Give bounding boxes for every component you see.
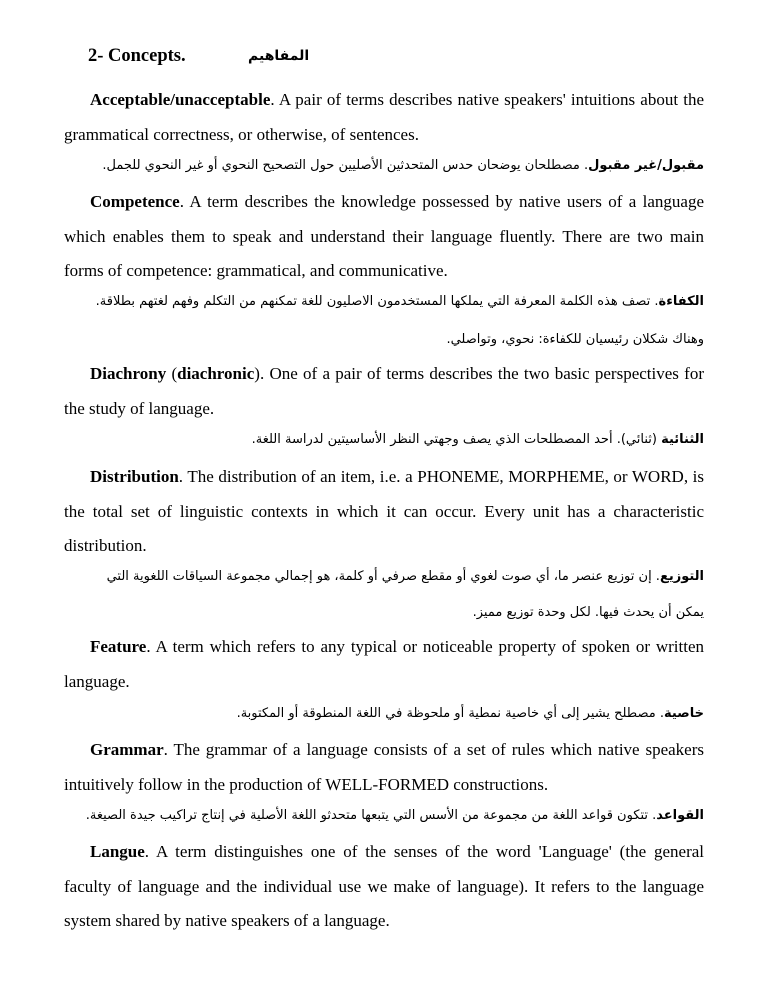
entry-en (64, 83, 704, 152)
entry-body: . A pair of terms describes native speakers' intuitions about the grammatical correctness, or otherwise, of sentences. (64, 90, 704, 144)
entry-term-paren: diachronic (177, 364, 255, 383)
entry-term-ar: الكفاءة (658, 294, 704, 309)
entry-term-ar: مقبول/غير مقبول (588, 158, 704, 173)
entry-en (64, 185, 704, 289)
entry-term: Distribution (90, 467, 179, 486)
entry-ar (64, 286, 704, 318)
entry-ar (64, 698, 704, 730)
entry-term: Competence (90, 192, 180, 211)
entry-body: . A term distinguishes one of the senses of the word 'Language' (the general faculty of language and the individual use we make of language). It refers to the language system shared by native speakers of a language. (64, 842, 704, 930)
entry-body-ar: . تتكون قواعد اللغة من مجموعة من الأسس التي يتبعها متحدثو اللغة الأصلية في إنتاج تراكيب جيدة الصيغة. (85, 808, 657, 823)
entry-body-ar: . تصف هذه الكلمة المعرفة التي يملكها المستخدمون الاصليون للغة تمكنهم من التكلم وفهم لغتهم بطلاقة. (95, 294, 659, 309)
entry-ar (64, 150, 704, 182)
entry-term-ar: القواعد (656, 808, 704, 823)
entry-body: . One of a pair of terms describes the two basic perspectives for the study of language. (64, 364, 704, 418)
entry-ar (64, 424, 704, 456)
entry-body-ar: . إن توزيع عنصر ما، أي صوت لغوي أو مقطع صرفي أو كلمة، هو إجمالي مجموعة السياقات اللغوية التي (106, 569, 660, 584)
entry-body-ar: . مصطلحان يوضحان حدس المتحدثين الأصليين حول التصحيح النحوي أو غير النحوي للجمل. (102, 158, 589, 173)
entry-ar (64, 561, 704, 593)
entry-en: Diachrony (diachronic). One of a pair of terms describes the two basic perspectives for the study of language. (64, 364, 704, 418)
entry-body: . The distribution of an item, i.e. a PHONEME, MORPHEME, or WORD, is the total set of linguistic contexts in which it can occur. Every unit has a characteristic distribution. (64, 467, 704, 555)
entry-en (64, 460, 704, 564)
entry-body-ar: (ثنائي). أحد المصطلحات الذي يصف وجهتي النظر الأساسيتين لدراسة اللغة. (251, 432, 662, 447)
entry-term: Feature (90, 637, 147, 656)
entry-ar-cont: وهناك شكلان رئيسيان للكفاءة: نحوي، وتواصلي. (446, 332, 704, 347)
section-title-arabic: المفاهيم (248, 48, 310, 64)
entry-ar (64, 800, 704, 832)
entry-en (64, 733, 704, 802)
entry-term: Grammar (90, 740, 164, 759)
entry-body-ar: . مصطلح يشير إلى أي خاصية نمطية أو ملحوظة في اللغة المنطوقة أو المكتوبة. (236, 706, 664, 721)
entry-en (64, 630, 704, 699)
entry-body: . A term describes the knowledge possessed by native users of a language which enables them to speak and understand their language fluently. There are two main forms of competence: grammatical, and communicative. (64, 192, 704, 280)
entry-term-ar: خاصية (663, 706, 704, 721)
entry-term-ar: التوزيع (659, 569, 704, 584)
entry-body: . A term which refers to any typical or noticeable property of spoken or written language. (64, 637, 704, 691)
entry-ar-cont: يمكن أن يحدث فيها. لكل وحدة توزيع مميز. (472, 605, 704, 620)
entry-term-ar: الثنائية (661, 432, 704, 447)
entry-term: Diachrony (90, 364, 167, 383)
entry-term: Acceptable/unacceptable (90, 90, 271, 109)
entry-body: . The grammar of a language consists of a set of rules which native speakers intuitively follow in the production of WELL-FORMED constructions. (64, 740, 704, 794)
section-title: 2- Concepts. (88, 46, 186, 66)
entry-en (64, 835, 704, 939)
entry-term: Langue (90, 842, 145, 861)
